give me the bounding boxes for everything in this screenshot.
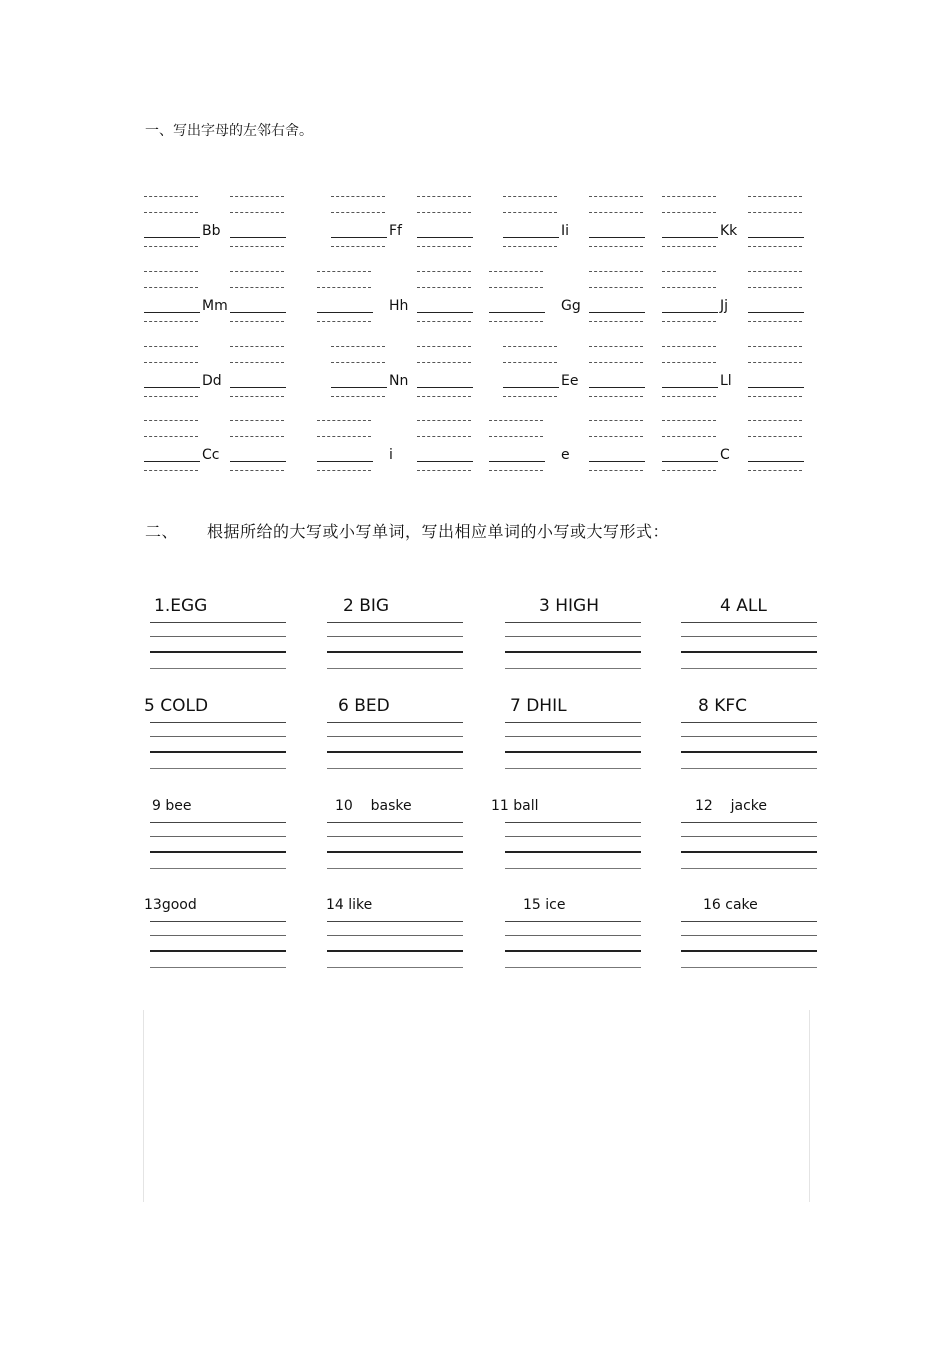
- answer-line-right[interactable]: [417, 387, 473, 388]
- dashed-guide: [589, 271, 643, 272]
- writing-line[interactable]: [681, 836, 817, 837]
- dashed-guide: [144, 396, 198, 397]
- writing-line[interactable]: [681, 722, 817, 723]
- answer-line-right[interactable]: [748, 312, 804, 313]
- dashed-guide: [331, 246, 385, 247]
- writing-line[interactable]: [150, 768, 286, 769]
- answer-line-left[interactable]: [331, 387, 387, 388]
- answer-line-left[interactable]: [489, 461, 545, 462]
- dashed-guide: [589, 420, 643, 421]
- dashed-guide: [662, 246, 716, 247]
- dashed-guide: [331, 196, 385, 197]
- answer-line-right[interactable]: [417, 461, 473, 462]
- dashed-guide: [317, 287, 371, 288]
- dashed-guide: [748, 287, 802, 288]
- dashed-guide: [662, 362, 716, 363]
- given-letter: Hh: [389, 298, 409, 314]
- answer-line-right[interactable]: [589, 312, 645, 313]
- dashed-guide: [417, 271, 471, 272]
- section2-number: 二、: [145, 522, 179, 541]
- word-prompt: 14 like: [326, 897, 373, 913]
- dashed-guide: [748, 246, 802, 247]
- word-block: [144, 796, 284, 881]
- dashed-guide: [589, 196, 643, 197]
- writing-line[interactable]: [505, 921, 641, 922]
- writing-line[interactable]: [681, 768, 817, 769]
- dashed-guide: [144, 436, 198, 437]
- writing-line[interactable]: [327, 751, 463, 753]
- writing-line[interactable]: [150, 722, 286, 723]
- writing-line[interactable]: [681, 851, 817, 853]
- answer-line-left[interactable]: [317, 312, 373, 313]
- writing-line[interactable]: [150, 868, 286, 869]
- writing-line[interactable]: [681, 822, 817, 823]
- answer-line-right[interactable]: [230, 237, 286, 238]
- word-prompt: 5 COLD: [144, 696, 209, 716]
- dashed-guide: [417, 470, 471, 471]
- answer-line-left[interactable]: [503, 387, 559, 388]
- given-letter: Mm: [202, 298, 228, 314]
- answer-line-left[interactable]: [331, 237, 387, 238]
- dashed-guide: [331, 362, 385, 363]
- writing-line[interactable]: [505, 950, 641, 952]
- answer-line-left[interactable]: [662, 237, 718, 238]
- dashed-guide: [317, 420, 371, 421]
- dashed-guide: [503, 362, 557, 363]
- answer-line-right[interactable]: [230, 387, 286, 388]
- writing-line[interactable]: [327, 851, 463, 853]
- section2-instruction: 根据所给的大写或小写单词，写出相应单词的小写或大写形式：: [207, 522, 670, 541]
- writing-line[interactable]: [327, 636, 463, 637]
- dashed-guide: [417, 346, 471, 347]
- answer-line-left[interactable]: [144, 237, 200, 238]
- answer-line-right[interactable]: [230, 312, 286, 313]
- writing-line[interactable]: [681, 636, 817, 637]
- dashed-guide: [662, 396, 716, 397]
- given-letter: Gg: [561, 298, 581, 314]
- dashed-guide: [662, 321, 716, 322]
- given-letter: Jj: [720, 298, 729, 314]
- section2-title: [145, 519, 669, 542]
- word-prompt: 4 ALL: [720, 596, 767, 616]
- answer-line-left[interactable]: [144, 387, 200, 388]
- word-prompt: 15 ice: [523, 897, 566, 913]
- answer-line-right[interactable]: [230, 461, 286, 462]
- answer-line-right[interactable]: [748, 387, 804, 388]
- dashed-guide: [589, 436, 643, 437]
- dashed-guide: [144, 470, 198, 471]
- dashed-guide: [503, 212, 557, 213]
- dashed-guide: [489, 271, 543, 272]
- dashed-guide: [230, 196, 284, 197]
- writing-line[interactable]: [150, 851, 286, 853]
- word-prompt: 12 jacke: [695, 798, 768, 814]
- answer-line-left[interactable]: [144, 312, 200, 313]
- word-block: [321, 696, 461, 781]
- word-prompt: 7 DHIL: [510, 696, 567, 716]
- dashed-guide: [662, 420, 716, 421]
- word-block: [321, 796, 461, 881]
- writing-line[interactable]: [150, 822, 286, 823]
- dashed-guide: [230, 246, 284, 247]
- word-prompt: 2 BIG: [343, 596, 390, 616]
- word-prompt: 3 HIGH: [539, 596, 599, 616]
- writing-line[interactable]: [681, 668, 817, 669]
- writing-line[interactable]: [327, 822, 463, 823]
- dashed-guide: [317, 321, 371, 322]
- given-letter: Ll: [720, 373, 732, 389]
- dashed-guide: [417, 287, 471, 288]
- section1-title: 一、写出字母的左邻右舍。: [145, 123, 313, 139]
- writing-line[interactable]: [327, 868, 463, 869]
- dashed-guide: [230, 470, 284, 471]
- writing-line[interactable]: [505, 751, 641, 753]
- word-block: [675, 796, 815, 881]
- dashed-guide: [144, 362, 198, 363]
- answer-line-left[interactable]: [317, 461, 373, 462]
- word-block: [675, 596, 815, 681]
- dashed-guide: [589, 246, 643, 247]
- dashed-guide: [230, 362, 284, 363]
- writing-line[interactable]: [327, 836, 463, 837]
- word-prompt: 10 baske: [335, 798, 412, 814]
- dashed-guide: [230, 287, 284, 288]
- dashed-guide: [589, 362, 643, 363]
- given-letter: Nn: [389, 373, 409, 389]
- writing-line[interactable]: [150, 622, 286, 623]
- dashed-guide: [230, 212, 284, 213]
- writing-line[interactable]: [505, 636, 641, 637]
- word-block: [144, 696, 284, 781]
- word-block: [321, 596, 461, 681]
- dashed-guide: [748, 396, 802, 397]
- writing-line[interactable]: [681, 868, 817, 869]
- writing-line[interactable]: [150, 651, 286, 653]
- writing-line[interactable]: [150, 636, 286, 637]
- dashed-guide: [317, 436, 371, 437]
- dashed-guide: [503, 196, 557, 197]
- dashed-guide: [144, 346, 198, 347]
- answer-line-right[interactable]: [589, 237, 645, 238]
- dashed-guide: [662, 196, 716, 197]
- writing-line[interactable]: [327, 651, 463, 653]
- writing-line[interactable]: [505, 651, 641, 653]
- writing-line[interactable]: [327, 722, 463, 723]
- dashed-guide: [748, 362, 802, 363]
- answer-line-right[interactable]: [589, 387, 645, 388]
- dashed-guide: [230, 321, 284, 322]
- writing-line[interactable]: [327, 768, 463, 769]
- given-letter: Cc: [202, 447, 220, 463]
- answer-line-right[interactable]: [748, 237, 804, 238]
- dashed-guide: [317, 271, 371, 272]
- writing-line[interactable]: [505, 768, 641, 769]
- dashed-guide: [230, 420, 284, 421]
- writing-line[interactable]: [327, 736, 463, 737]
- letter-row: [144, 346, 794, 424]
- answer-line-left[interactable]: [503, 237, 559, 238]
- writing-line[interactable]: [150, 921, 286, 922]
- writing-line[interactable]: [681, 622, 817, 623]
- dashed-guide: [317, 470, 371, 471]
- dashed-guide: [589, 321, 643, 322]
- writing-line[interactable]: [505, 622, 641, 623]
- dashed-guide: [662, 346, 716, 347]
- dashed-guide: [417, 196, 471, 197]
- answer-line-right[interactable]: [589, 461, 645, 462]
- dashed-guide: [144, 196, 198, 197]
- answer-line-left[interactable]: [489, 312, 545, 313]
- dashed-guide: [144, 287, 198, 288]
- word-prompt: 9 bee: [152, 798, 192, 814]
- dashed-guide: [489, 420, 543, 421]
- given-letter: Bb: [202, 223, 221, 239]
- dashed-guide: [489, 470, 543, 471]
- writing-line[interactable]: [327, 622, 463, 623]
- letter-row: [144, 420, 794, 498]
- dashed-guide: [417, 396, 471, 397]
- dashed-guide: [589, 212, 643, 213]
- writing-line[interactable]: [505, 851, 641, 853]
- dashed-guide: [230, 396, 284, 397]
- dashed-guide: [748, 470, 802, 471]
- word-prompt: 13good: [144, 897, 197, 913]
- dashed-guide: [748, 212, 802, 213]
- writing-line[interactable]: [150, 935, 286, 936]
- word-block: [499, 696, 639, 781]
- writing-line[interactable]: [505, 836, 641, 837]
- word-block: [499, 596, 639, 681]
- dashed-guide: [144, 271, 198, 272]
- blank-frame: [143, 1010, 810, 1202]
- writing-line[interactable]: [505, 668, 641, 669]
- letter-row: [144, 271, 794, 349]
- dashed-guide: [417, 246, 471, 247]
- writing-line[interactable]: [505, 868, 641, 869]
- dashed-guide: [662, 470, 716, 471]
- writing-line[interactable]: [150, 668, 286, 669]
- dashed-guide: [589, 396, 643, 397]
- word-block: [675, 895, 815, 980]
- dashed-guide: [589, 470, 643, 471]
- word-prompt: 8 KFC: [698, 696, 748, 716]
- answer-line-left[interactable]: [144, 461, 200, 462]
- dashed-guide: [144, 246, 198, 247]
- writing-line[interactable]: [681, 935, 817, 936]
- given-letter: Ee: [561, 373, 579, 389]
- dashed-guide: [230, 346, 284, 347]
- writing-line[interactable]: [327, 967, 463, 968]
- word-prompt: 16 cake: [703, 897, 758, 913]
- dashed-guide: [417, 420, 471, 421]
- dashed-guide: [144, 420, 198, 421]
- word-block: [675, 696, 815, 781]
- writing-line[interactable]: [327, 935, 463, 936]
- dashed-guide: [417, 436, 471, 437]
- dashed-guide: [589, 346, 643, 347]
- dashed-guide: [331, 212, 385, 213]
- word-prompt: 11 ball: [491, 798, 539, 814]
- dashed-guide: [230, 436, 284, 437]
- writing-line[interactable]: [327, 950, 463, 952]
- dashed-guide: [748, 420, 802, 421]
- dashed-guide: [144, 321, 198, 322]
- word-prompt: 6 BED: [338, 696, 390, 716]
- letter-row: [144, 196, 794, 274]
- writing-line[interactable]: [681, 651, 817, 653]
- writing-line[interactable]: [505, 935, 641, 936]
- dashed-guide: [503, 246, 557, 247]
- writing-line[interactable]: [681, 736, 817, 737]
- word-prompt: 1.EGG: [154, 596, 208, 616]
- writing-line[interactable]: [505, 967, 641, 968]
- writing-line[interactable]: [505, 736, 641, 737]
- word-block: [491, 796, 639, 881]
- writing-line[interactable]: [150, 736, 286, 737]
- word-block: [499, 895, 639, 980]
- answer-line-right[interactable]: [417, 237, 473, 238]
- given-letter: i: [389, 447, 393, 463]
- given-letter: Dd: [202, 373, 222, 389]
- writing-line[interactable]: [681, 921, 817, 922]
- dashed-guide: [417, 362, 471, 363]
- dashed-guide: [503, 396, 557, 397]
- writing-line[interactable]: [150, 836, 286, 837]
- dashed-guide: [417, 321, 471, 322]
- given-letter: e: [561, 447, 570, 463]
- writing-line[interactable]: [681, 967, 817, 968]
- word-block: [321, 895, 461, 980]
- writing-line[interactable]: [505, 722, 641, 723]
- writing-line[interactable]: [150, 967, 286, 968]
- answer-line-left[interactable]: [662, 461, 718, 462]
- writing-line[interactable]: [327, 921, 463, 922]
- dashed-guide: [662, 287, 716, 288]
- dashed-guide: [748, 436, 802, 437]
- word-block: [144, 895, 284, 980]
- dashed-guide: [662, 212, 716, 213]
- writing-line[interactable]: [505, 822, 641, 823]
- given-letter: Ii: [561, 223, 570, 239]
- answer-line-left[interactable]: [662, 312, 718, 313]
- dashed-guide: [489, 287, 543, 288]
- dashed-guide: [662, 271, 716, 272]
- dashed-guide: [417, 212, 471, 213]
- dashed-guide: [331, 396, 385, 397]
- dashed-guide: [144, 212, 198, 213]
- writing-line[interactable]: [150, 950, 286, 952]
- writing-line[interactable]: [681, 950, 817, 952]
- dashed-guide: [662, 436, 716, 437]
- dashed-guide: [748, 271, 802, 272]
- dashed-guide: [489, 436, 543, 437]
- dashed-guide: [748, 196, 802, 197]
- dashed-guide: [489, 321, 543, 322]
- answer-line-right[interactable]: [748, 461, 804, 462]
- dashed-guide: [230, 271, 284, 272]
- dashed-guide: [589, 287, 643, 288]
- writing-line[interactable]: [150, 751, 286, 753]
- answer-line-left[interactable]: [662, 387, 718, 388]
- dashed-guide: [748, 346, 802, 347]
- given-letter: C: [720, 447, 730, 463]
- dashed-guide: [331, 346, 385, 347]
- dashed-guide: [503, 346, 557, 347]
- word-block: [144, 596, 284, 681]
- writing-line[interactable]: [681, 751, 817, 753]
- answer-line-right[interactable]: [417, 312, 473, 313]
- given-letter: Kk: [720, 223, 738, 239]
- writing-line[interactable]: [327, 668, 463, 669]
- dashed-guide: [748, 321, 802, 322]
- given-letter: Ff: [389, 223, 402, 239]
